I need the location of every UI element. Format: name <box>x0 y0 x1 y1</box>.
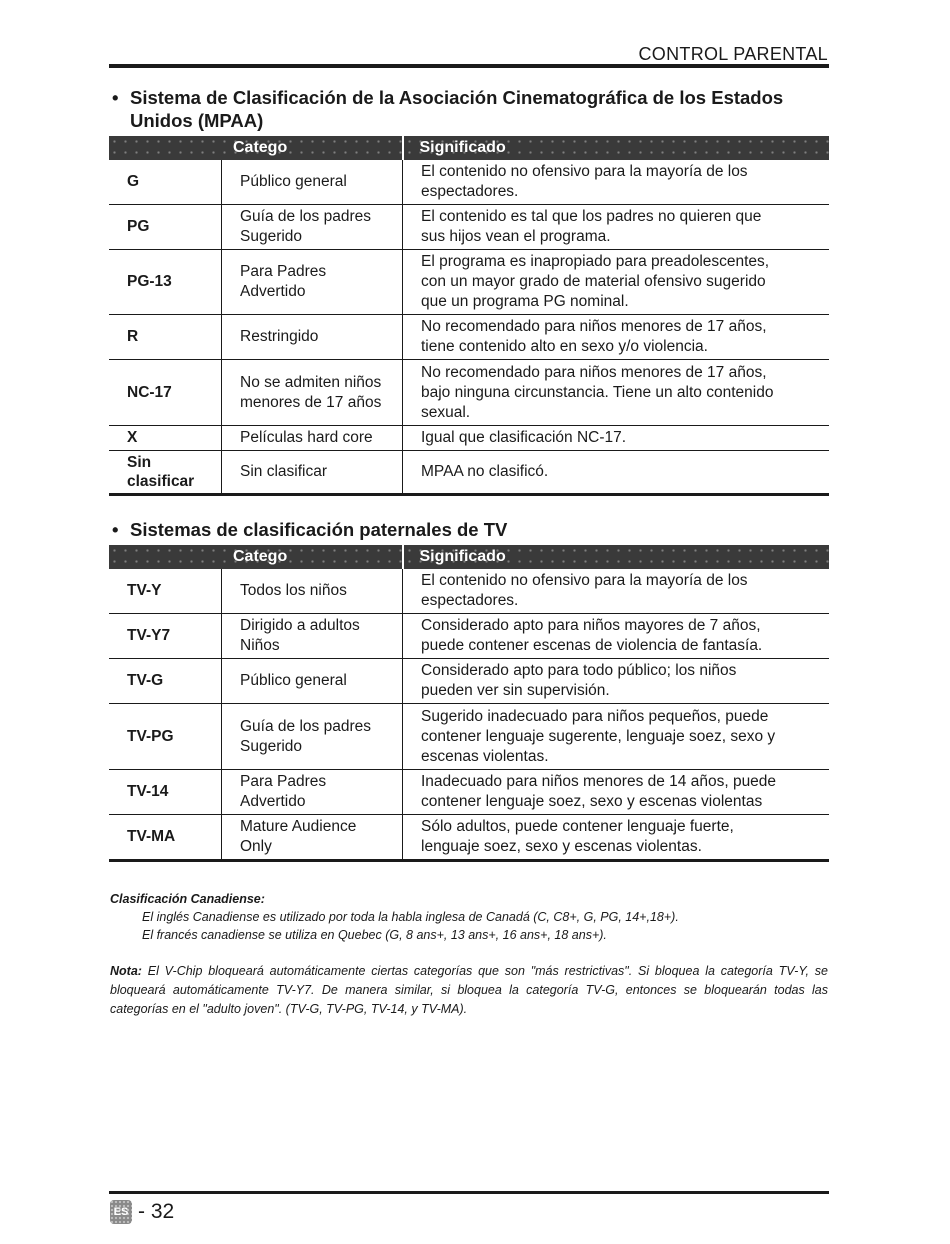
description-line: pueden ver sin supervisión. <box>421 682 610 699</box>
description-line: Inadecuado para niños menores de 14 años, puede <box>421 773 777 790</box>
tv-heading-text: Sistemas de clasificación paternales de TV <box>130 519 508 540</box>
description-line: bajo ninguna circunstancia. Tiene un alto contenido <box>421 383 774 401</box>
rating-description <box>403 205 830 250</box>
category-line: Guía de los padres <box>240 717 371 735</box>
header-rule <box>109 64 829 68</box>
rating-category <box>222 426 403 451</box>
category-line: Público general <box>240 672 347 689</box>
category-line: menores de 17 años <box>240 393 382 411</box>
description-line: Considerado apto para niños mayores de 7 años, <box>421 617 761 634</box>
description-line: MPAA no clasificó. <box>421 463 549 480</box>
rating-code: TV-G <box>109 659 222 704</box>
rating-category <box>222 451 403 495</box>
page-number: - 32 <box>138 1200 175 1223</box>
bullet-icon: • <box>112 87 119 108</box>
rating-category <box>222 815 403 861</box>
rating-code: R <box>109 315 222 360</box>
description-line: espectadores. <box>421 183 519 200</box>
mpaa-heading <box>112 86 846 132</box>
description-line: No recomendado para niños menores de 17 años, <box>421 363 767 381</box>
rating-description <box>403 160 830 205</box>
rating-category <box>222 160 403 205</box>
rating-category <box>222 659 403 704</box>
rating-description <box>403 360 830 426</box>
description-line: No recomendado para niños menores de 17 años, <box>421 318 767 335</box>
mpaa-rating-table <box>109 136 829 496</box>
table-row <box>109 360 829 426</box>
category-line: Sin clasificar <box>240 463 327 480</box>
rating-description <box>403 250 830 315</box>
tv-heading <box>112 518 846 541</box>
description-line: contener lenguaje soez, sexo y escenas violentas <box>421 793 763 810</box>
rating-category <box>222 614 403 659</box>
note-label: Nota: <box>110 964 142 978</box>
rating-category <box>222 770 403 815</box>
note-text: El V-Chip bloqueará automáticamente ciertas categorías que son "más restrictivas". Si bloquea la categoría TV-Y, se bloqueará automáticamente TV-Y7. De manera similar, si bloquea la categoría TV-G, entonces se bloquearán todas las categorías en el "adulto joven". (TV-G, TV-PG, TV-14, y TV-MA). <box>110 964 828 1016</box>
rating-code: TV-14 <box>109 770 222 815</box>
category-line: No se admiten niños <box>240 373 382 391</box>
tv-rating-table <box>109 545 829 862</box>
rating-code: TV-Y7 <box>109 614 222 659</box>
meaning-column-header: Significado <box>403 136 830 160</box>
rating-category <box>222 360 403 426</box>
rating-description <box>403 451 830 495</box>
rating-description <box>403 315 830 360</box>
description-line: tiene contenido alto en sexo y/o violencia. <box>421 338 708 355</box>
table-row <box>109 315 829 360</box>
table-row <box>109 815 829 861</box>
description-line: Sugerido inadecuado para niños pequeños, puede <box>421 707 769 725</box>
canadian-french-line: El francés canadiense se utiliza en Quebec (G, 8 ans+, 13 ans+, 16 ans+, 18 ans+). <box>142 928 607 942</box>
table-row <box>109 704 829 770</box>
description-line: Igual que clasificación NC-17. <box>421 429 627 446</box>
rating-code: PG-13 <box>109 250 222 315</box>
canadian-title: Clasificación Canadiense: <box>110 892 265 906</box>
rating-code: G <box>109 160 222 205</box>
rating-category <box>222 250 403 315</box>
table-row <box>109 770 829 815</box>
category-line: Público general <box>240 173 347 190</box>
rating-category <box>222 704 403 770</box>
description-line: sexual. <box>421 403 471 421</box>
category-line: Sugerido <box>240 228 303 245</box>
table-row <box>109 426 829 451</box>
category-line: Películas hard core <box>240 429 373 446</box>
rating-code: Sin clasificar <box>109 451 222 495</box>
table-row <box>109 205 829 250</box>
table-row <box>109 160 829 205</box>
rating-description <box>403 569 830 614</box>
rating-code: NC-17 <box>109 360 222 426</box>
canadian-ratings <box>110 890 828 944</box>
table-row <box>109 250 829 315</box>
rating-description <box>403 770 830 815</box>
description-line: Considerado apto para todo público; los niños <box>421 662 737 679</box>
mpaa-table-header <box>109 136 829 160</box>
page-header-title: CONTROL PARENTAL <box>638 44 828 64</box>
description-line: contener lenguaje sugerente, lenguaje soez, sexo y <box>421 727 776 745</box>
rating-description <box>403 815 830 861</box>
table-row <box>109 659 829 704</box>
rating-category <box>222 205 403 250</box>
category-line: Restringido <box>240 328 319 345</box>
rating-code: PG <box>109 205 222 250</box>
category-line: Mature Audience <box>240 818 357 835</box>
category-line: Todos los niños <box>240 582 347 599</box>
category-column-header: Catego <box>109 545 403 569</box>
description-line: El programa es inapropiado para preadolescentes, <box>421 253 770 270</box>
rating-code: TV-MA <box>109 815 222 861</box>
canadian-english-line: El inglés Canadiense es utilizado por toda la habla inglesa de Canadá (C, C8+, G, PG, 14+,18+). <box>142 910 679 924</box>
rating-code: X <box>109 426 222 451</box>
meaning-column-header: Significado <box>403 545 830 569</box>
category-line: Guía de los padres <box>240 208 371 225</box>
language-es-icon: ES <box>110 1200 132 1224</box>
category-line: Only <box>240 838 272 855</box>
page-footer <box>110 1200 174 1224</box>
description-line: El contenido no ofensivo para la mayoría de los <box>421 163 748 180</box>
table-row <box>109 614 829 659</box>
category-column-header: Catego <box>109 136 403 160</box>
rating-description <box>403 426 830 451</box>
rating-code: TV-Y <box>109 569 222 614</box>
description-line: espectadores. <box>421 592 519 609</box>
description-line: Sólo adultos, puede contener lenguaje fuerte, <box>421 818 734 835</box>
bullet-icon: • <box>112 519 119 540</box>
vchip-note <box>110 962 828 1019</box>
category-line: Para Padres <box>240 263 327 280</box>
table-row <box>109 451 829 495</box>
mpaa-heading-text: Sistema de Clasificación de la Asociación Cinematográfica de los Estados Unidos (MPAA) <box>130 87 784 131</box>
rating-description <box>403 704 830 770</box>
description-line: lenguaje soez, sexo y escenas violentas. <box>421 838 702 855</box>
description-line: El contenido es tal que los padres no quieren que <box>421 208 762 225</box>
rating-description <box>403 659 830 704</box>
category-line: Dirigido a adultos <box>240 617 360 634</box>
description-line: puede contener escenas de violencia de fantasía. <box>421 637 763 654</box>
category-line: Advertido <box>240 283 306 300</box>
rating-category <box>222 315 403 360</box>
rating-category <box>222 569 403 614</box>
description-line: escenas violentas. <box>421 747 549 765</box>
rating-description <box>403 614 830 659</box>
description-line: El contenido no ofensivo para la mayoría de los <box>421 572 748 589</box>
description-line: sus hijos vean el programa. <box>421 228 611 245</box>
footer-rule <box>109 1191 829 1194</box>
description-line: que un programa PG nominal. <box>421 293 629 310</box>
description-line: con un mayor grado de material ofensivo sugerido <box>421 273 766 290</box>
table-row <box>109 569 829 614</box>
category-line: Advertido <box>240 793 306 810</box>
category-line: Para Padres <box>240 773 327 790</box>
rating-code: TV-PG <box>109 704 222 770</box>
tv-table-header <box>109 545 829 569</box>
category-line: Niños <box>240 637 280 654</box>
category-line: Sugerido <box>240 737 303 755</box>
